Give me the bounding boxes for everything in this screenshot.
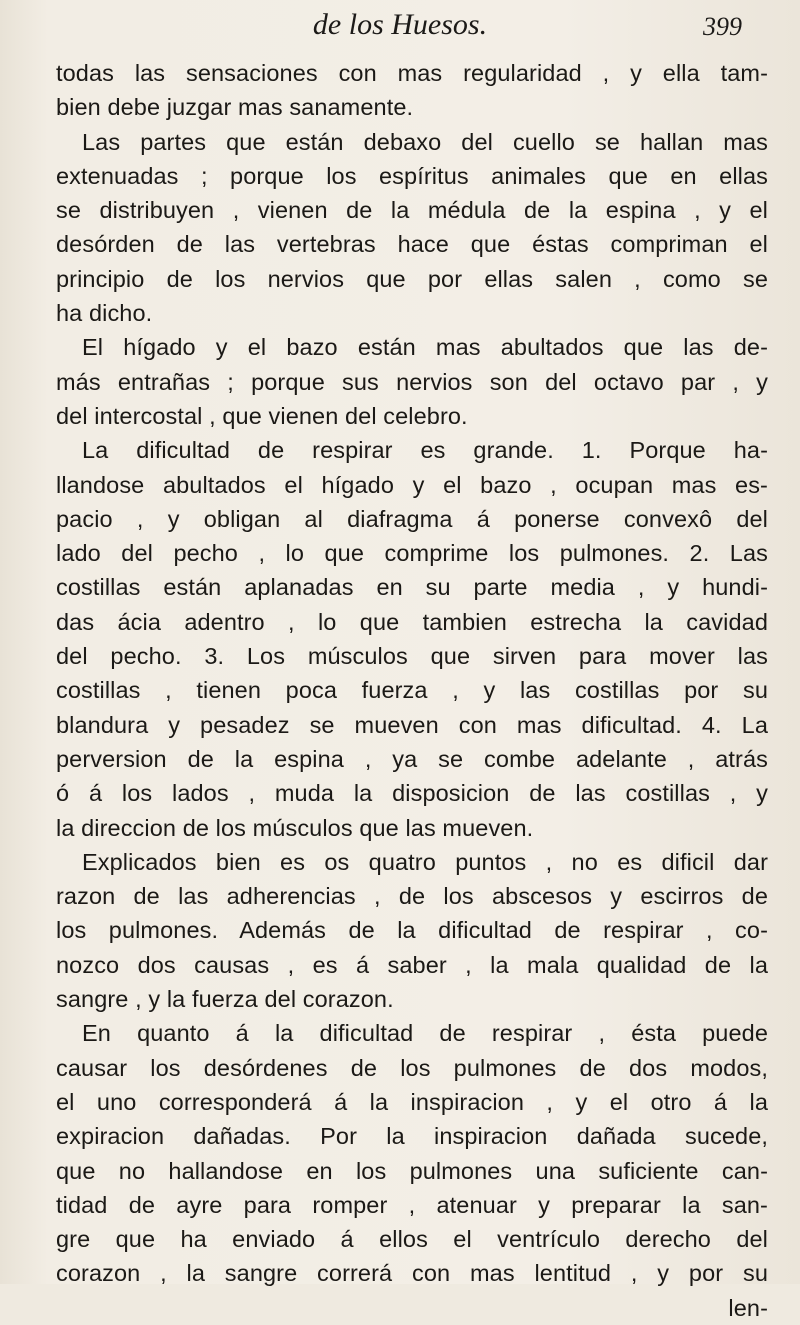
text-line: desórden de las vertebras hace que éstas compriman el (56, 231, 768, 258)
text-line: más entrañas ; porque sus nervios son del octavo par , y (56, 368, 768, 395)
text-line: extenuadas ; porque los espíritus animales que en ellas (56, 162, 768, 189)
text-line: sangre , y la fuerza del corazon. (56, 986, 394, 1013)
text-line: pacio , y obligan al diafragma á ponerse convexô del (56, 505, 768, 532)
text-line: La dificultad de respirar es grande. 1. Porque ha- (82, 437, 768, 464)
text-line: del pecho. 3. Los músculos que sirven para mover las (56, 643, 768, 670)
text-line: llandose abultados el hígado y el bazo , ocupan mas es- (56, 471, 768, 498)
text-line: bien debe juzgar mas sanamente. (56, 94, 414, 121)
text-line: das ácia adentro , lo que tambien estrecha la cavidad (56, 608, 768, 635)
text-line: expiracion dañadas. Por la inspiracion dañada sucede, (56, 1123, 768, 1150)
text-line: se distribuyen , vienen de la médula de la espina , y el (56, 197, 768, 224)
text-line: corazon , la sangre correrá con mas lentitud , y por su (56, 1260, 768, 1287)
text-line: len- (728, 1294, 768, 1321)
text-line: En quanto á la dificultad de respirar , ésta puede (82, 1020, 768, 1047)
text-line: causar los desórdenes de los pulmones de dos modos, (56, 1054, 768, 1081)
body-text (56, 56, 768, 1321)
text-line: los pulmones. Además de la dificultad de respirar , co- (56, 917, 768, 944)
text-line: ó á los lados , muda la disposicion de las costillas , y (56, 780, 768, 807)
text-line: ha dicho. (56, 300, 153, 327)
text-line: gre que ha enviado á ellos el ventrículo derecho del (56, 1226, 768, 1253)
text-line: nozco dos causas , es á saber , la mala qualidad de la (56, 951, 768, 978)
text-line: Las partes que están debaxo del cuello se hallan mas (82, 128, 768, 155)
text-line: lado del pecho , lo que comprime los pulmones. 2. Las (56, 540, 768, 567)
text-line: blandura y pesadez se mueven con mas dificultad. 4. La (56, 711, 768, 738)
text-line: principio de los nervios que por ellas salen , como se (56, 265, 768, 292)
text-line: que no hallandose en los pulmones una suficiente can- (56, 1157, 768, 1184)
text-line: razon de las adherencias , de los abscesos y escirros de (56, 883, 768, 910)
text-line: del intercostal , que vienen del celebro. (56, 402, 468, 429)
text-line: tidad de ayre para romper , atenuar y preparar la san- (56, 1191, 768, 1218)
page-header (0, 8, 800, 48)
text-line: Explicados bien es os quatro puntos , no es dificil dar (82, 848, 768, 875)
text-line: todas las sensaciones con mas regularidad , y ella tam- (56, 60, 768, 86)
text-line: el uno corresponderá á la inspiracion , y el otro á la (56, 1088, 768, 1115)
text-line: costillas , tienen poca fuerza , y las costillas por su (56, 677, 768, 704)
text-line: costillas están aplanadas en su parte media , y hundi- (56, 574, 768, 601)
text-line: perversion de la espina , ya se combe adelante , atrás (56, 745, 768, 772)
page-number: 399 (703, 12, 742, 41)
text-line: El hígado y el bazo están mas abultados que las de- (82, 334, 768, 361)
running-title: de los Huesos. (312, 8, 488, 41)
text-line: la direccion de los músculos que las mueven. (56, 814, 534, 841)
